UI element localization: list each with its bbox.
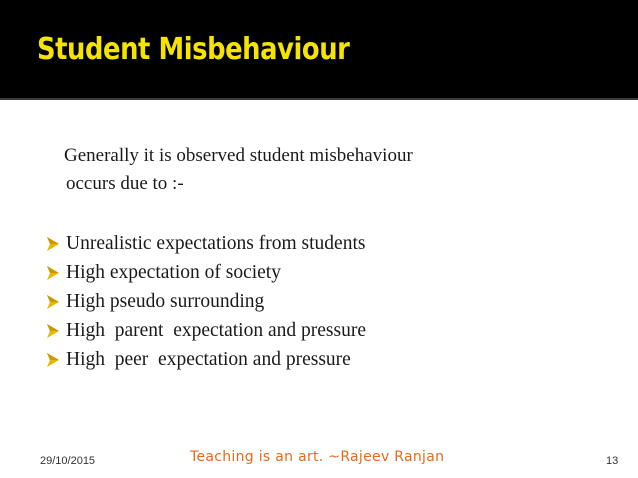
list-item xyxy=(44,316,366,345)
list-item xyxy=(44,229,366,258)
slide-title: Student Misbehaviour xyxy=(37,32,350,67)
footer-date: 29/10/2015 xyxy=(40,455,96,467)
bullet-text: High pseudo surrounding xyxy=(66,290,265,312)
bullet-text: Unrealistic expectations from students xyxy=(66,232,366,254)
arrow-bullet-icon xyxy=(44,350,66,370)
intro-line-1: Generally it is observed student misbehaviour xyxy=(64,145,413,166)
bullet-text: High parent expectation and pressure xyxy=(66,319,366,341)
list-item xyxy=(44,258,366,287)
bullet-list xyxy=(44,229,366,374)
arrow-bullet-icon xyxy=(44,292,66,312)
title-bar xyxy=(0,0,638,100)
arrow-bullet-icon xyxy=(44,321,66,341)
bullet-text: High peer expectation and pressure xyxy=(66,348,351,370)
intro-line-2: occurs due to :- xyxy=(66,173,184,194)
list-item xyxy=(44,287,366,316)
intro-text xyxy=(64,142,604,198)
bullet-text: High expectation of society xyxy=(66,261,281,283)
arrow-bullet-icon xyxy=(44,234,66,254)
footer-credit: Teaching is an art. ~Rajeev Ranjan xyxy=(190,449,445,465)
arrow-bullet-icon xyxy=(44,263,66,283)
list-item xyxy=(44,345,366,374)
page-number: 13 xyxy=(606,455,619,467)
